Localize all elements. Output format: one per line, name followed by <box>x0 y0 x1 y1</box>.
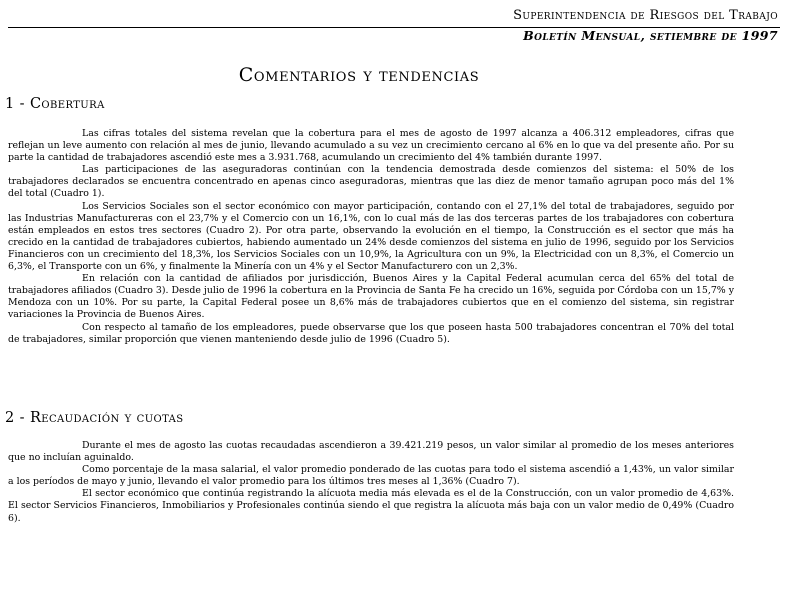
bulletin-date: Boletín Mensual, setiembre de 1997 <box>523 28 778 43</box>
paragraph: Los Servicios Sociales son el sector económico con mayor participación, contando con el 27,1% del total de trabajadores, seguido por las Industrias Manufactureras con el 23,7% y el Comercio con un 16,1%, con lo cual más de las dos terceras partes de los trabajadores con cobertura están empleados en estos tres sectores (Cuadro 2). Por otra parte, observando la evolución en el tiempo, la Construcción es el sector que más ha crecido en la cantidad de trabajadores cubiertos, habiendo aumentado un 24% desde comienzos del sistema en julio de 1996, seguido por los Servicios Financieros con un crecimiento del 18,3%, los Servicios Sociales con un 10,9%, la Agricultura con un 9%, la Electricidad con un 8,3%, el Comercio un 6,3%, el Transporte con un 6%, y finalmente la Minería con un 4% y el Sector Manufacturero con un 2,3%. <box>8 200 734 273</box>
paragraph: Durante el mes de agosto las cuotas recaudadas ascendieron a 39.421.219 pesos, un valor similar al promedio de los meses anteriores que no incluían aguinaldo. <box>8 440 734 464</box>
page-title: Comentarios y tendencias <box>238 64 480 86</box>
section-body-recaudacion <box>8 440 734 525</box>
paragraph: Como porcentaje de la masa salarial, el valor promedio ponderado de las cuotas para todo el sistema ascendió a 1,43%, un valor similar a los períodos de mayo y junio, llevando el valor promedio para los últimos tres meses al 1,36% (Cuadro 7). <box>8 464 734 488</box>
paragraph: Las participaciones de las aseguradoras continúan con la tendencia demostrada desde comienzos del sistema: el 50% de los trabajadores declarados se encuentra concentrado en apenas cinco aseguradoras, mientras que las diez de menor tamaño agrupan poco más del 1% del total (Cuadro 1). <box>8 164 734 200</box>
section-body-cobertura <box>8 128 734 346</box>
organization-name: Superintendencia de Riesgos del Trabajo <box>513 8 778 23</box>
section-heading-cobertura: 1 - Cobertura <box>5 96 105 112</box>
paragraph: Con respecto al tamaño de los empleadores, puede observarse que los que poseen hasta 500 trabajadores concentran el 70% del total de trabajadores, similar proporción que vienen manteniendo desde julio de 1996 (Cuadro 5). <box>8 321 734 345</box>
paragraph: En relación con la cantidad de afiliados por jurisdicción, Buenos Aires y la Capital Federal acumulan cerca del 65% del total de trabajadores afiliados (Cuadro 3). Desde julio de 1996 la cobertura en la Provincia de Santa Fe ha crecido un 16%, seguida por Córdoba con un 15,7% y Mendoza con un 10%. Por su parte, la Capital Federal posee un 8,6% más de trabajadores cubiertos que en el comienzo del sistema, sin registrar variaciones la Provincia de Buenos Aires. <box>8 273 734 321</box>
paragraph: Las cifras totales del sistema revelan que la cobertura para el mes de agosto de 1997 alcanza a 406.312 empleadores, cifras que reflejan un leve aumento con relación al mes de junio, llevando acumulado a su vez un crecimiento cercano al 6% en lo que va del presente año. Por su parte la cantidad de trabajadores ascendió este mes a 3.931.768, acumulando un crecimiento del 4% también durante 1997. <box>8 128 734 164</box>
paragraph: El sector económico que continúa registrando la alícuota media más elevada es el de la Construcción, con un valor promedio de 4,63%. El sector Servicios Financieros, Inmobiliarios y Profesionales continúa siendo el que registra la alícuota más baja con un valor medio de 0,49% (Cuadro 6). <box>8 488 734 524</box>
section-heading-recaudacion: 2 - Recaudación y cuotas <box>5 410 184 426</box>
